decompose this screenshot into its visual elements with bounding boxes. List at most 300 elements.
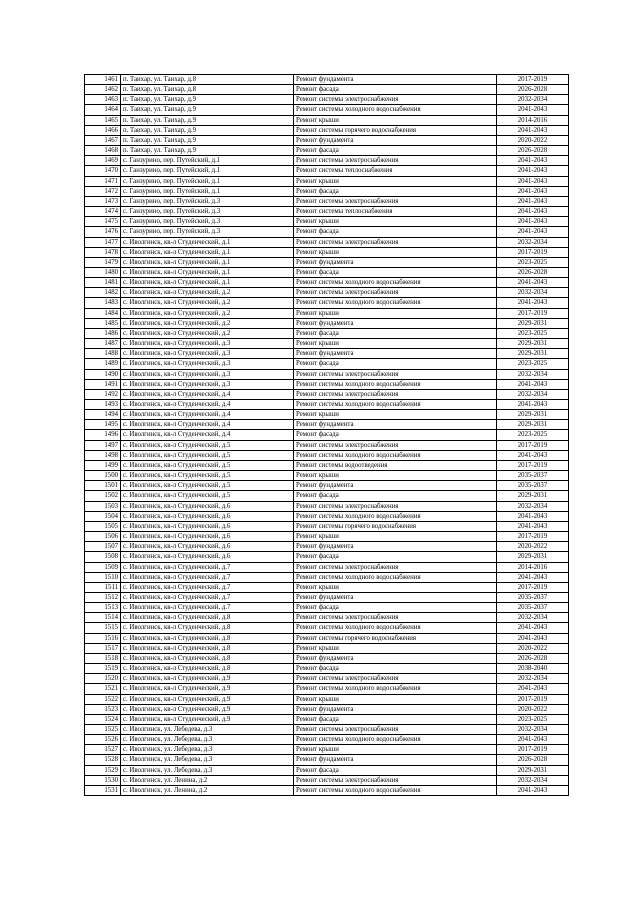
work-type-cell: Ремонт фасада bbox=[294, 85, 497, 95]
period-cell: 2041-2043 bbox=[497, 379, 569, 389]
table-row bbox=[85, 288, 569, 298]
work-type-cell: Ремонт системы холодного водоснабжения bbox=[294, 450, 497, 460]
work-type-cell: Ремонт фундамента bbox=[294, 542, 497, 552]
address-cell: с. Иволгинск, кв-л Студенческий, д.3 bbox=[121, 349, 294, 359]
table-row bbox=[85, 460, 569, 470]
address-cell: с. Иволгинск, кв-л Студенческий, д.6 bbox=[121, 552, 294, 562]
work-type-cell: Ремонт системы электроснабжения bbox=[294, 156, 497, 166]
row-number-cell: 1527 bbox=[85, 745, 121, 755]
row-number-cell: 1522 bbox=[85, 694, 121, 704]
address-cell: с. Ганзурино, пер. Путейский, д.3 bbox=[121, 196, 294, 206]
row-number-cell: 1477 bbox=[85, 237, 121, 247]
row-number-cell: 1516 bbox=[85, 633, 121, 643]
address-cell: с. Иволгинск, кв-л Студенческий, д.7 bbox=[121, 562, 294, 572]
period-cell: 2032-2034 bbox=[497, 288, 569, 298]
address-cell: п. Таихар, ул. Таихар, д.9 bbox=[121, 135, 294, 145]
work-type-cell: Ремонт фасада bbox=[294, 430, 497, 440]
work-type-cell: Ремонт фасада bbox=[294, 267, 497, 277]
row-number-cell: 1476 bbox=[85, 227, 121, 237]
table-row bbox=[85, 166, 569, 176]
row-number-cell: 1483 bbox=[85, 298, 121, 308]
address-cell: с. Иволгинск, кв-л Студенческий, д.3 bbox=[121, 369, 294, 379]
table-row bbox=[85, 430, 569, 440]
period-cell: 2041-2043 bbox=[497, 207, 569, 217]
address-cell: с. Иволгинск, кв-л Студенческий, д.4 bbox=[121, 420, 294, 430]
period-cell: 2041-2043 bbox=[497, 400, 569, 410]
period-cell: 2029-2031 bbox=[497, 491, 569, 501]
table-row bbox=[85, 359, 569, 369]
period-cell: 2017-2019 bbox=[497, 440, 569, 450]
table-row bbox=[85, 410, 569, 420]
table-row bbox=[85, 511, 569, 521]
row-number-cell: 1488 bbox=[85, 349, 121, 359]
row-number-cell: 1518 bbox=[85, 653, 121, 663]
period-cell: 2041-2043 bbox=[497, 450, 569, 460]
address-cell: с. Иволгинск, кв-л Студенческий, д.7 bbox=[121, 603, 294, 613]
table-row bbox=[85, 613, 569, 623]
work-type-cell: Ремонт системы электроснабжения bbox=[294, 95, 497, 105]
address-cell: с. Иволгинск, кв-л Студенческий, д.8 bbox=[121, 664, 294, 674]
work-type-cell: Ремонт фасада bbox=[294, 714, 497, 724]
table-row bbox=[85, 176, 569, 186]
table-row bbox=[85, 542, 569, 552]
row-number-cell: 1513 bbox=[85, 603, 121, 613]
table-row bbox=[85, 450, 569, 460]
row-number-cell: 1472 bbox=[85, 186, 121, 196]
address-cell: с. Ганзурино, пер. Путейский, д.3 bbox=[121, 217, 294, 227]
address-cell: с. Иволгинск, кв-л Студенческий, д.5 bbox=[121, 460, 294, 470]
address-cell: с. Иволгинск, кв-л Студенческий, д.1 bbox=[121, 257, 294, 267]
address-cell: с. Иволгинск, кв-л Студенческий, д.8 bbox=[121, 623, 294, 633]
work-type-cell: Ремонт крыши bbox=[294, 471, 497, 481]
address-cell: с. Иволгинск, кв-л Студенческий, д.1 bbox=[121, 247, 294, 257]
address-cell: с. Ганзурино, пер. Путейский, д.3 bbox=[121, 227, 294, 237]
period-cell: 2017-2019 bbox=[497, 694, 569, 704]
table-row bbox=[85, 775, 569, 785]
work-type-cell: Ремонт системы холодного водоснабжения bbox=[294, 379, 497, 389]
work-type-cell: Ремонт системы холодного водоснабжения bbox=[294, 785, 497, 795]
table-row bbox=[85, 146, 569, 156]
work-type-cell: Ремонт крыши bbox=[294, 217, 497, 227]
address-cell: с. Иволгинск, кв-л Студенческий, д.3 bbox=[121, 359, 294, 369]
row-number-cell: 1462 bbox=[85, 85, 121, 95]
period-cell: 2032-2034 bbox=[497, 725, 569, 735]
row-number-cell: 1489 bbox=[85, 359, 121, 369]
address-cell: с. Иволгинск, кв-л Студенческий, д.5 bbox=[121, 471, 294, 481]
work-type-cell: Ремонт фундамента bbox=[294, 653, 497, 663]
address-cell: с. Иволгинск, ул. Лебедева, д.3 bbox=[121, 735, 294, 745]
table-row bbox=[85, 379, 569, 389]
work-type-cell: Ремонт фундамента bbox=[294, 592, 497, 602]
table-row bbox=[85, 501, 569, 511]
period-cell: 2020-2022 bbox=[497, 135, 569, 145]
table-row bbox=[85, 298, 569, 308]
row-number-cell: 1529 bbox=[85, 765, 121, 775]
table-row bbox=[85, 95, 569, 105]
period-cell: 2020-2022 bbox=[497, 643, 569, 653]
table-row bbox=[85, 714, 569, 724]
work-type-cell: Ремонт системы холодного водоснабжения bbox=[294, 623, 497, 633]
period-cell: 2017-2019 bbox=[497, 308, 569, 318]
period-cell: 2032-2034 bbox=[497, 389, 569, 399]
address-cell: с. Ганзурино, пер. Путейский, д.1 bbox=[121, 166, 294, 176]
work-type-cell: Ремонт системы электроснабжения bbox=[294, 725, 497, 735]
table-row bbox=[85, 328, 569, 338]
row-number-cell: 1478 bbox=[85, 247, 121, 257]
address-cell: с. Иволгинск, кв-л Студенческий, д.6 bbox=[121, 511, 294, 521]
work-type-cell: Ремонт фундамента bbox=[294, 318, 497, 328]
period-cell: 2017-2019 bbox=[497, 582, 569, 592]
address-cell: с. Иволгинск, кв-л Студенческий, д.7 bbox=[121, 592, 294, 602]
period-cell: 2032-2034 bbox=[497, 369, 569, 379]
period-cell: 2017-2019 bbox=[497, 532, 569, 542]
period-cell: 2041-2043 bbox=[497, 785, 569, 795]
row-number-cell: 1523 bbox=[85, 704, 121, 714]
period-cell: 2020-2022 bbox=[497, 542, 569, 552]
work-type-cell: Ремонт системы электроснабжения bbox=[294, 369, 497, 379]
period-cell: 2035-2037 bbox=[497, 592, 569, 602]
row-number-cell: 1463 bbox=[85, 95, 121, 105]
table-row bbox=[85, 572, 569, 582]
row-number-cell: 1531 bbox=[85, 785, 121, 795]
period-cell: 2041-2043 bbox=[497, 105, 569, 115]
work-type-cell: Ремонт системы электроснабжения bbox=[294, 501, 497, 511]
row-number-cell: 1468 bbox=[85, 146, 121, 156]
period-cell: 2029-2031 bbox=[497, 420, 569, 430]
period-cell: 2041-2043 bbox=[497, 633, 569, 643]
period-cell: 2023-2025 bbox=[497, 257, 569, 267]
period-cell: 2035-2037 bbox=[497, 481, 569, 491]
work-type-cell: Ремонт фундамента bbox=[294, 349, 497, 359]
period-cell: 2032-2034 bbox=[497, 237, 569, 247]
period-cell: 2041-2043 bbox=[497, 684, 569, 694]
table-body bbox=[85, 75, 569, 796]
row-number-cell: 1519 bbox=[85, 664, 121, 674]
period-cell: 2023-2025 bbox=[497, 430, 569, 440]
work-type-cell: Ремонт фасада bbox=[294, 227, 497, 237]
address-cell: с. Иволгинск, кв-л Студенческий, д.5 bbox=[121, 481, 294, 491]
row-number-cell: 1511 bbox=[85, 582, 121, 592]
work-type-cell: Ремонт системы электроснабжения bbox=[294, 237, 497, 247]
period-cell: 2032-2034 bbox=[497, 501, 569, 511]
table-row bbox=[85, 389, 569, 399]
table-row bbox=[85, 704, 569, 714]
table-row bbox=[85, 186, 569, 196]
row-number-cell: 1479 bbox=[85, 257, 121, 267]
table-row bbox=[85, 420, 569, 430]
period-cell: 2017-2019 bbox=[497, 247, 569, 257]
period-cell: 2023-2025 bbox=[497, 359, 569, 369]
address-cell: с. Иволгинск, кв-л Студенческий, д.5 bbox=[121, 440, 294, 450]
address-cell: с. Иволгинск, кв-л Студенческий, д.6 bbox=[121, 532, 294, 542]
table-row bbox=[85, 237, 569, 247]
work-type-cell: Ремонт системы холодного водоснабжения bbox=[294, 105, 497, 115]
table-row bbox=[85, 156, 569, 166]
period-cell: 2029-2031 bbox=[497, 318, 569, 328]
table-row bbox=[85, 278, 569, 288]
work-type-cell: Ремонт фасада bbox=[294, 146, 497, 156]
table-row bbox=[85, 75, 569, 85]
table-row bbox=[85, 369, 569, 379]
period-cell: 2023-2025 bbox=[497, 328, 569, 338]
work-type-cell: Ремонт системы холодного водоснабжения bbox=[294, 572, 497, 582]
work-type-cell: Ремонт системы электроснабжения bbox=[294, 775, 497, 785]
work-type-cell: Ремонт фундамента bbox=[294, 135, 497, 145]
row-number-cell: 1512 bbox=[85, 592, 121, 602]
table-row bbox=[85, 643, 569, 653]
period-cell: 2035-2037 bbox=[497, 471, 569, 481]
address-cell: с. Иволгинск, кв-л Студенческий, д.4 bbox=[121, 400, 294, 410]
work-type-cell: Ремонт крыши bbox=[294, 694, 497, 704]
period-cell: 2041-2043 bbox=[497, 278, 569, 288]
work-type-cell: Ремонт системы холодного водоснабжения bbox=[294, 278, 497, 288]
period-cell: 2017-2019 bbox=[497, 75, 569, 85]
work-type-cell: Ремонт системы теплоснабжения bbox=[294, 166, 497, 176]
document-page bbox=[84, 74, 568, 796]
address-cell: с. Иволгинск, ул. Ленина, д.2 bbox=[121, 775, 294, 785]
work-type-cell: Ремонт системы электроснабжения bbox=[294, 613, 497, 623]
table-row bbox=[85, 755, 569, 765]
address-cell: с. Иволгинск, кв-л Студенческий, д.6 bbox=[121, 521, 294, 531]
period-cell: 2041-2043 bbox=[497, 572, 569, 582]
period-cell: 2032-2034 bbox=[497, 613, 569, 623]
table-row bbox=[85, 592, 569, 602]
table-row bbox=[85, 694, 569, 704]
address-cell: с. Иволгинск, кв-л Студенческий, д.2 bbox=[121, 288, 294, 298]
address-cell: с. Иволгинск, кв-л Студенческий, д.2 bbox=[121, 308, 294, 318]
address-cell: с. Иволгинск, кв-л Студенческий, д.1 bbox=[121, 237, 294, 247]
row-number-cell: 1470 bbox=[85, 166, 121, 176]
period-cell: 2035-2037 bbox=[497, 603, 569, 613]
table-row bbox=[85, 674, 569, 684]
period-cell: 2041-2043 bbox=[497, 521, 569, 531]
table-row bbox=[85, 521, 569, 531]
address-cell: с. Ганзурино, пер. Путейский, д.3 bbox=[121, 207, 294, 217]
row-number-cell: 1490 bbox=[85, 369, 121, 379]
work-type-cell: Ремонт фундамента bbox=[294, 420, 497, 430]
row-number-cell: 1484 bbox=[85, 308, 121, 318]
address-cell: с. Иволгинск, ул. Лебедева, д.3 bbox=[121, 765, 294, 775]
address-cell: с. Иволгинск, кв-л Студенческий, д.6 bbox=[121, 501, 294, 511]
period-cell: 2041-2043 bbox=[497, 196, 569, 206]
row-number-cell: 1514 bbox=[85, 613, 121, 623]
address-cell: с. Иволгинск, кв-л Студенческий, д.7 bbox=[121, 582, 294, 592]
period-cell: 2029-2031 bbox=[497, 349, 569, 359]
work-type-cell: Ремонт крыши bbox=[294, 176, 497, 186]
row-number-cell: 1498 bbox=[85, 450, 121, 460]
work-type-cell: Ремонт крыши bbox=[294, 532, 497, 542]
table-row bbox=[85, 471, 569, 481]
row-number-cell: 1504 bbox=[85, 511, 121, 521]
table-row bbox=[85, 339, 569, 349]
table-row bbox=[85, 653, 569, 663]
address-cell: с. Иволгинск, кв-л Студенческий, д.5 bbox=[121, 450, 294, 460]
table-row bbox=[85, 105, 569, 115]
table-row bbox=[85, 664, 569, 674]
row-number-cell: 1497 bbox=[85, 440, 121, 450]
row-number-cell: 1524 bbox=[85, 714, 121, 724]
work-type-cell: Ремонт фасада bbox=[294, 603, 497, 613]
row-number-cell: 1526 bbox=[85, 735, 121, 745]
table-row bbox=[85, 481, 569, 491]
period-cell: 2041-2043 bbox=[497, 227, 569, 237]
work-type-cell: Ремонт фасада bbox=[294, 664, 497, 674]
work-type-cell: Ремонт фундамента bbox=[294, 75, 497, 85]
address-cell: п. Таихар, ул. Таихар, д.9 bbox=[121, 125, 294, 135]
period-cell: 2041-2043 bbox=[497, 298, 569, 308]
work-type-cell: Ремонт фундамента bbox=[294, 481, 497, 491]
work-type-cell: Ремонт системы электроснабжения bbox=[294, 288, 497, 298]
address-cell: с. Ганзурино, пер. Путейский, д.1 bbox=[121, 186, 294, 196]
address-cell: с. Иволгинск, кв-л Студенческий, д.2 bbox=[121, 318, 294, 328]
period-cell: 2041-2043 bbox=[497, 186, 569, 196]
row-number-cell: 1465 bbox=[85, 115, 121, 125]
address-cell: с. Иволгинск, кв-л Студенческий, д.3 bbox=[121, 339, 294, 349]
row-number-cell: 1482 bbox=[85, 288, 121, 298]
period-cell: 2032-2034 bbox=[497, 775, 569, 785]
period-cell: 2026-2028 bbox=[497, 85, 569, 95]
row-number-cell: 1491 bbox=[85, 379, 121, 389]
work-type-cell: Ремонт крыши bbox=[294, 643, 497, 653]
period-cell: 2041-2043 bbox=[497, 511, 569, 521]
address-cell: с. Иволгинск, ул. Лебедева, д.3 bbox=[121, 745, 294, 755]
work-type-cell: Ремонт крыши bbox=[294, 115, 497, 125]
row-number-cell: 1492 bbox=[85, 389, 121, 399]
work-type-cell: Ремонт фасада bbox=[294, 186, 497, 196]
table-row bbox=[85, 735, 569, 745]
table-row bbox=[85, 308, 569, 318]
work-type-cell: Ремонт крыши bbox=[294, 247, 497, 257]
address-cell: с. Иволгинск, кв-л Студенческий, д.8 bbox=[121, 643, 294, 653]
work-type-cell: Ремонт системы электроснабжения bbox=[294, 389, 497, 399]
period-cell: 2017-2019 bbox=[497, 460, 569, 470]
period-cell: 2026-2028 bbox=[497, 653, 569, 663]
address-cell: с. Иволгинск, кв-л Студенческий, д.8 bbox=[121, 653, 294, 663]
work-type-cell: Ремонт системы холодного водоснабжения bbox=[294, 684, 497, 694]
work-type-cell: Ремонт системы водоотведения bbox=[294, 460, 497, 470]
table-row bbox=[85, 135, 569, 145]
table-row bbox=[85, 562, 569, 572]
address-cell: с. Иволгинск, кв-л Студенческий, д.4 bbox=[121, 389, 294, 399]
address-cell: с. Иволгинск, кв-л Студенческий, д.1 bbox=[121, 267, 294, 277]
row-number-cell: 1530 bbox=[85, 775, 121, 785]
row-number-cell: 1515 bbox=[85, 623, 121, 633]
address-cell: с. Иволгинск, кв-л Студенческий, д.8 bbox=[121, 633, 294, 643]
work-type-cell: Ремонт фасада bbox=[294, 359, 497, 369]
address-cell: с. Иволгинск, ул. Лебедева, д.3 bbox=[121, 725, 294, 735]
work-type-cell: Ремонт системы горячего водоснабжения bbox=[294, 125, 497, 135]
address-cell: с. Ганзурино, пер. Путейский, д.1 bbox=[121, 156, 294, 166]
row-number-cell: 1510 bbox=[85, 572, 121, 582]
work-type-cell: Ремонт системы горячего водоснабжения bbox=[294, 521, 497, 531]
work-type-cell: Ремонт системы холодного водоснабжения bbox=[294, 511, 497, 521]
row-number-cell: 1499 bbox=[85, 460, 121, 470]
table-row bbox=[85, 85, 569, 95]
period-cell: 2038-2040 bbox=[497, 664, 569, 674]
table-row bbox=[85, 267, 569, 277]
address-cell: п. Таихар, ул. Таихар, д.8 bbox=[121, 75, 294, 85]
address-cell: с. Иволгинск, кв-л Студенческий, д.3 bbox=[121, 379, 294, 389]
row-number-cell: 1500 bbox=[85, 471, 121, 481]
address-cell: п. Таихар, ул. Таихар, д.9 bbox=[121, 146, 294, 156]
work-type-cell: Ремонт системы теплоснабжения bbox=[294, 207, 497, 217]
table-row bbox=[85, 725, 569, 735]
period-cell: 2026-2028 bbox=[497, 755, 569, 765]
address-cell: с. Иволгинск, кв-л Студенческий, д.5 bbox=[121, 491, 294, 501]
period-cell: 2041-2043 bbox=[497, 156, 569, 166]
row-number-cell: 1481 bbox=[85, 278, 121, 288]
table-row bbox=[85, 196, 569, 206]
row-number-cell: 1474 bbox=[85, 207, 121, 217]
row-number-cell: 1469 bbox=[85, 156, 121, 166]
work-type-cell: Ремонт системы электроснабжения bbox=[294, 674, 497, 684]
table-row bbox=[85, 582, 569, 592]
address-cell: с. Иволгинск, кв-л Студенческий, д.8 bbox=[121, 613, 294, 623]
row-number-cell: 1501 bbox=[85, 481, 121, 491]
row-number-cell: 1503 bbox=[85, 501, 121, 511]
period-cell: 2017-2019 bbox=[497, 745, 569, 755]
table-row bbox=[85, 491, 569, 501]
address-cell: с. Иволгинск, кв-л Студенческий, д.2 bbox=[121, 298, 294, 308]
work-type-cell: Ремонт фасада bbox=[294, 328, 497, 338]
table-row bbox=[85, 440, 569, 450]
row-number-cell: 1473 bbox=[85, 196, 121, 206]
table-row bbox=[85, 532, 569, 542]
row-number-cell: 1467 bbox=[85, 135, 121, 145]
table-row bbox=[85, 125, 569, 135]
period-cell: 2014-2016 bbox=[497, 562, 569, 572]
address-cell: с. Иволгинск, кв-л Студенческий, д.9 bbox=[121, 684, 294, 694]
address-cell: с. Иволгинск, кв-л Студенческий, д.2 bbox=[121, 328, 294, 338]
address-cell: с. Ганзурино, пер. Путейский, д.1 bbox=[121, 176, 294, 186]
row-number-cell: 1471 bbox=[85, 176, 121, 186]
table-row bbox=[85, 217, 569, 227]
period-cell: 2023-2025 bbox=[497, 714, 569, 724]
table-row bbox=[85, 765, 569, 775]
work-type-cell: Ремонт крыши bbox=[294, 582, 497, 592]
address-cell: с. Иволгинск, ул. Лебедева, д.3 bbox=[121, 755, 294, 765]
row-number-cell: 1466 bbox=[85, 125, 121, 135]
table-row bbox=[85, 785, 569, 795]
row-number-cell: 1487 bbox=[85, 339, 121, 349]
row-number-cell: 1507 bbox=[85, 542, 121, 552]
period-cell: 2026-2028 bbox=[497, 267, 569, 277]
table-row bbox=[85, 623, 569, 633]
address-cell: с. Иволгинск, кв-л Студенческий, д.4 bbox=[121, 430, 294, 440]
work-type-cell: Ремонт системы горячего водоснабжения bbox=[294, 633, 497, 643]
row-number-cell: 1517 bbox=[85, 643, 121, 653]
row-number-cell: 1493 bbox=[85, 400, 121, 410]
period-cell: 2041-2043 bbox=[497, 623, 569, 633]
table-row bbox=[85, 603, 569, 613]
period-cell: 2041-2043 bbox=[497, 166, 569, 176]
address-cell: с. Иволгинск, ул. Ленина, д.2 bbox=[121, 785, 294, 795]
row-number-cell: 1475 bbox=[85, 217, 121, 227]
address-cell: с. Иволгинск, кв-л Студенческий, д.9 bbox=[121, 694, 294, 704]
work-type-cell: Ремонт системы электроснабжения bbox=[294, 196, 497, 206]
row-number-cell: 1521 bbox=[85, 684, 121, 694]
period-cell: 2041-2043 bbox=[497, 735, 569, 745]
row-number-cell: 1509 bbox=[85, 562, 121, 572]
table-row bbox=[85, 400, 569, 410]
row-number-cell: 1480 bbox=[85, 267, 121, 277]
address-cell: с. Иволгинск, кв-л Студенческий, д.6 bbox=[121, 542, 294, 552]
work-type-cell: Ремонт фундамента bbox=[294, 755, 497, 765]
row-number-cell: 1528 bbox=[85, 755, 121, 765]
row-number-cell: 1495 bbox=[85, 420, 121, 430]
row-number-cell: 1525 bbox=[85, 725, 121, 735]
work-type-cell: Ремонт фасада bbox=[294, 552, 497, 562]
